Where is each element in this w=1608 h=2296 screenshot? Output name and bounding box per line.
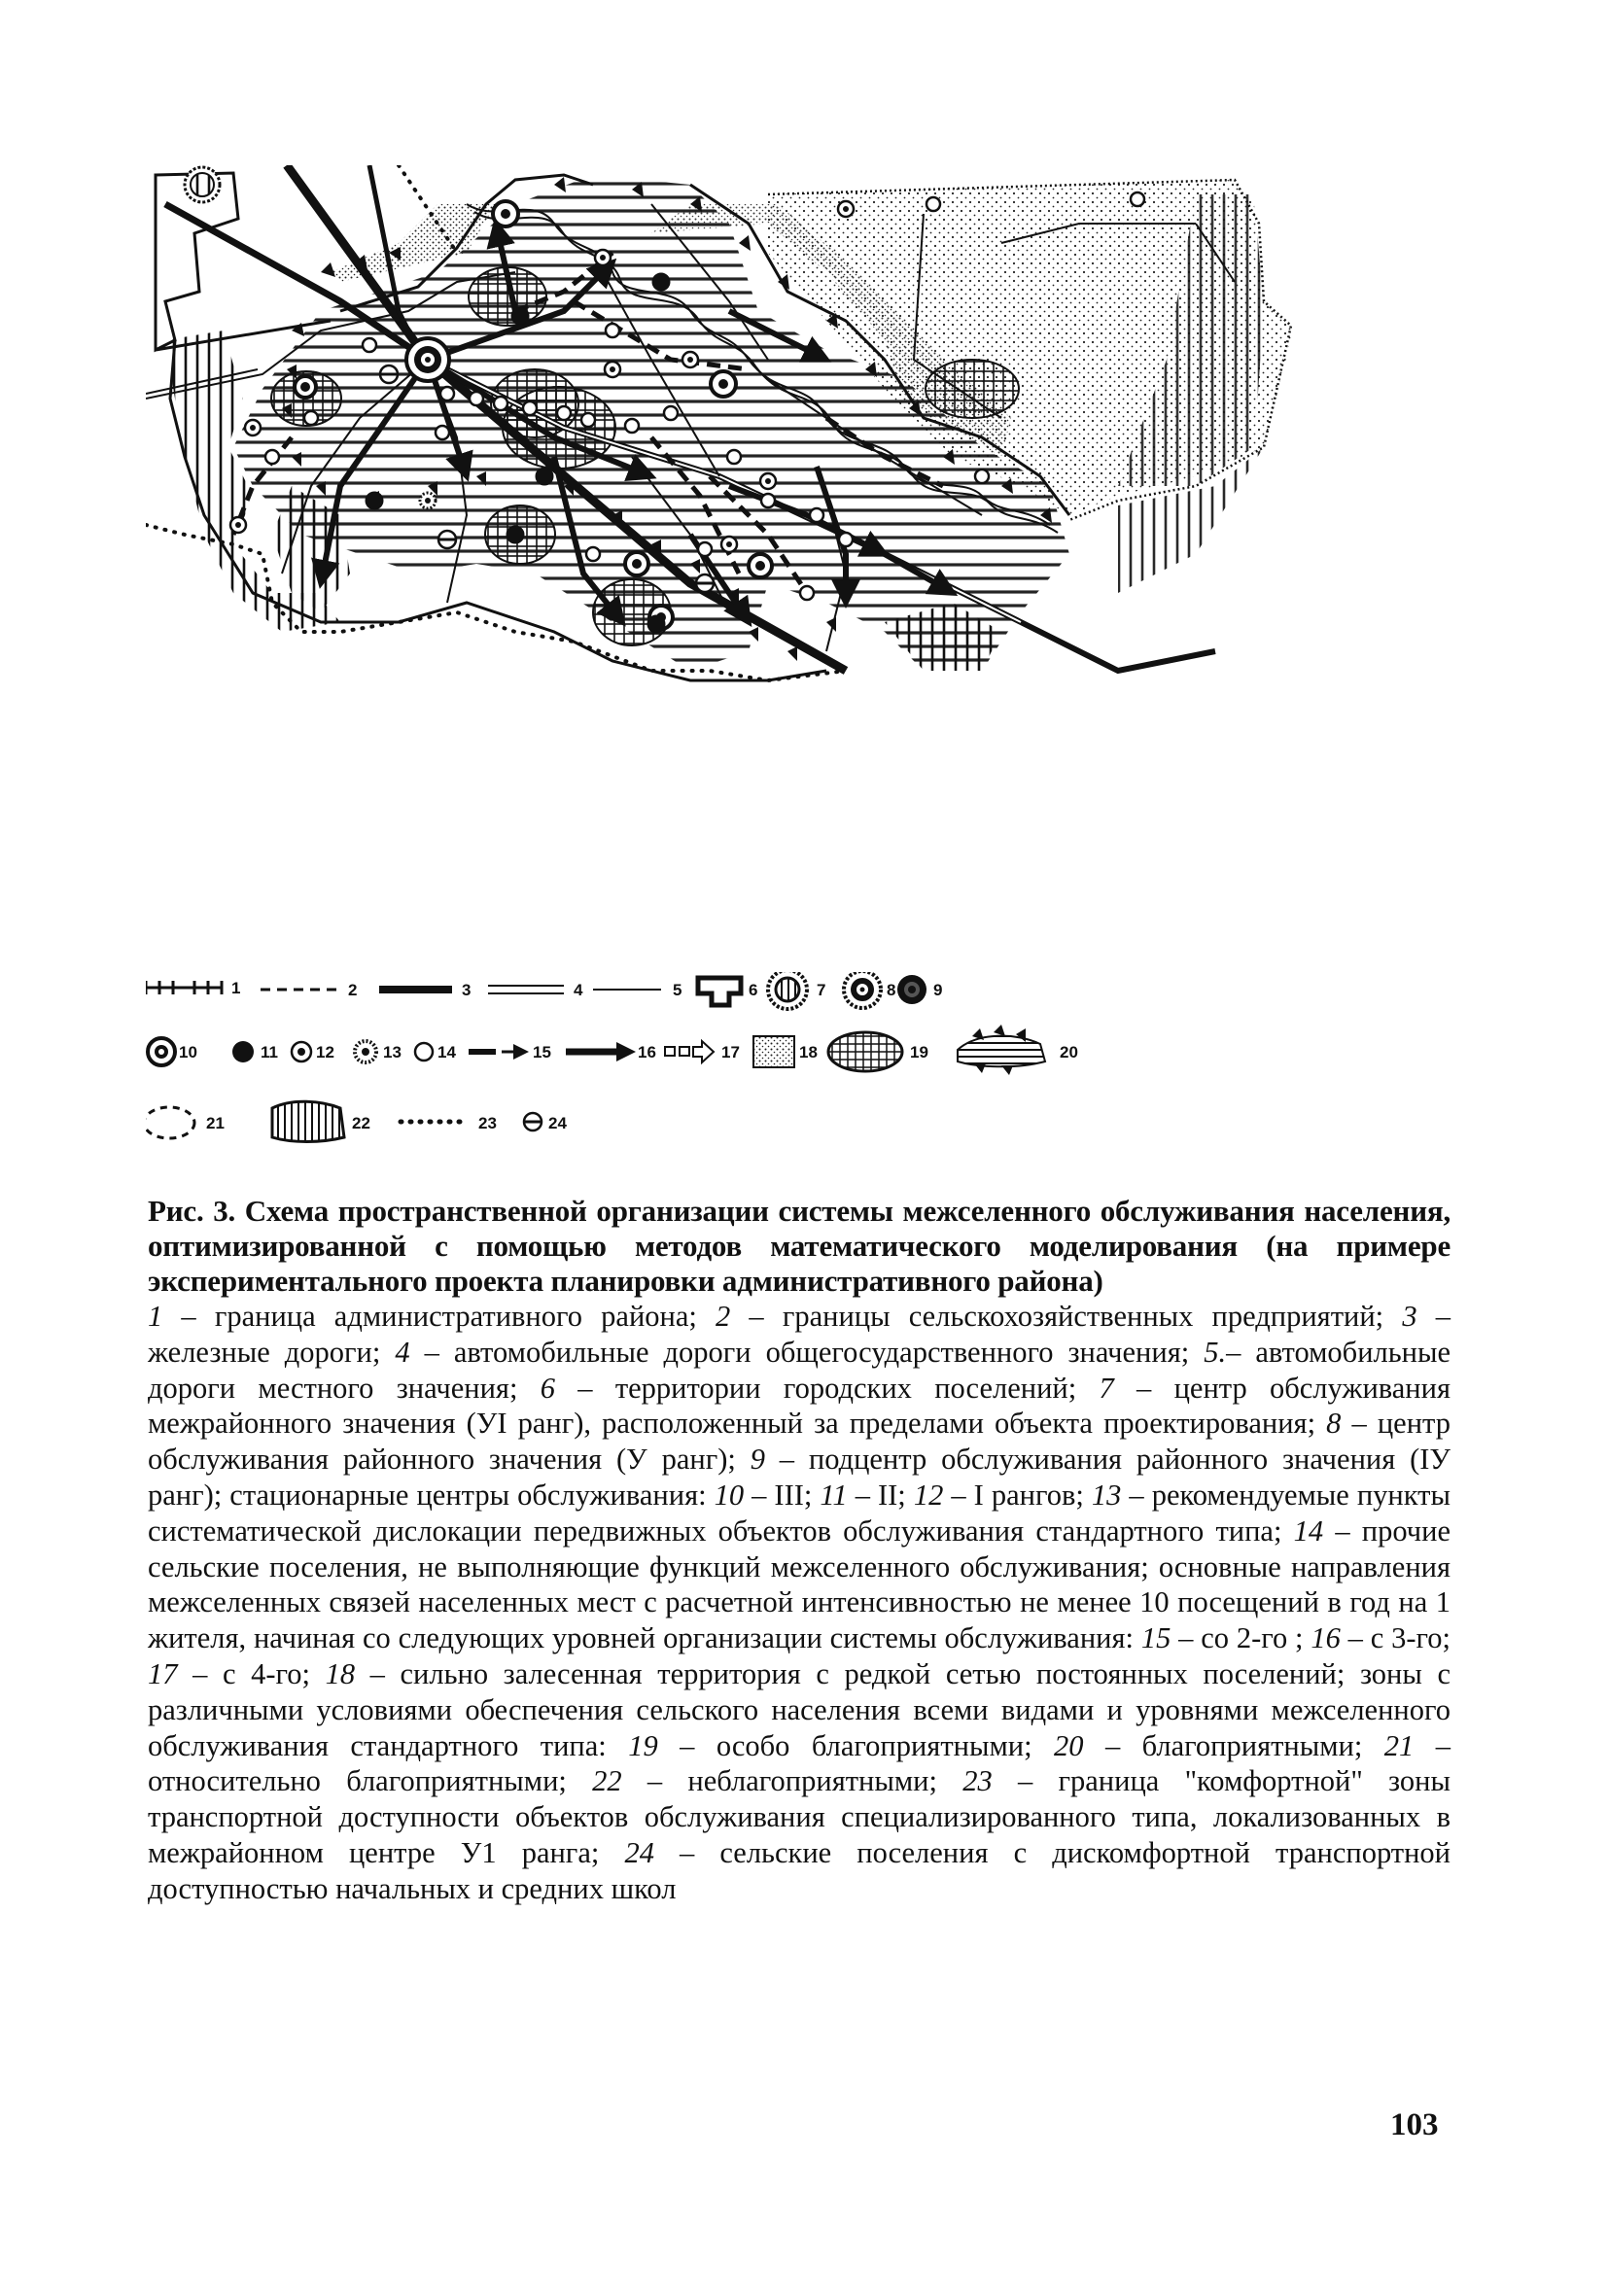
- legend-item-13: [355, 1041, 402, 1062]
- legend-item-19: [828, 1032, 928, 1071]
- legend-item-number: 15: [1140, 1621, 1171, 1655]
- legend-item-15: [469, 1043, 551, 1061]
- svg-text:16: 16: [638, 1043, 656, 1061]
- page-number: 103: [1390, 2107, 1439, 2142]
- legend-item-description: – со 2-го ;: [1171, 1621, 1311, 1655]
- legend-item-number: 23: [962, 1764, 993, 1798]
- legend-item-number: 21: [1383, 1728, 1415, 1762]
- svg-text:10: 10: [179, 1043, 197, 1061]
- svg-text:6: 6: [749, 981, 758, 999]
- legend-item-description: – центр обслуживания районного значения (У ранг);: [148, 1407, 1451, 1477]
- legend-item-7: [768, 972, 825, 1009]
- legend-item-number: 3: [1402, 1300, 1417, 1333]
- svg-text:2: 2: [348, 981, 358, 999]
- svg-text:21: 21: [206, 1114, 225, 1132]
- legend-item-number: 14: [1293, 1513, 1324, 1548]
- svg-text:8: 8: [887, 981, 896, 999]
- svg-text:3: 3: [462, 981, 472, 999]
- legend-item-22: [272, 1101, 370, 1141]
- svg-text:23: 23: [478, 1114, 497, 1132]
- legend-item-14: [415, 1043, 456, 1061]
- legend-item-3: [379, 981, 471, 999]
- legend-item-description: – относительно благоприятными;: [148, 1728, 1451, 1798]
- legend-item-23: [401, 1114, 497, 1132]
- svg-text:7: 7: [817, 981, 826, 999]
- svg-text:5: 5: [673, 981, 682, 999]
- interdistrict-center-marker: [185, 167, 220, 202]
- legend-item-number: 7: [1099, 1371, 1114, 1405]
- svg-text:18: 18: [799, 1043, 818, 1061]
- legend-item-description: – граница "комфортной" зоны транспортной доступности объектов обслуживания специализированного типа, локализованных в межрайонном центре У1 ранга;: [148, 1764, 1451, 1869]
- svg-text:14: 14: [437, 1043, 456, 1061]
- legend-item-number: 16: [1311, 1621, 1341, 1655]
- legend-item-description: – с 4-го;: [177, 1656, 326, 1690]
- legend-item-number: 12: [913, 1478, 944, 1512]
- legend-item-8: [844, 972, 895, 1008]
- legend-item-number: 22: [592, 1764, 622, 1798]
- legend-item-description: – с 3-го;: [1340, 1621, 1451, 1655]
- regional-center-marker: [406, 338, 449, 381]
- legend-item-description: – железные дороги;: [148, 1300, 1451, 1369]
- svg-text:11: 11: [261, 1043, 278, 1061]
- legend-item-20: [958, 1025, 1078, 1075]
- legend-item-description: – особо благоприятными;: [657, 1728, 1055, 1762]
- legend-item-1: [146, 979, 240, 997]
- legend-item-number: 13: [1091, 1478, 1122, 1512]
- legend-item-description: – автомобильные дороги общегосударственного значения;: [409, 1335, 1205, 1369]
- legend-item-description: – сильно залесенная территория с редкой сетью постоянных поселений; зоны с различными условиями обеспечения сельского населения всеми видами и уровнями межселенного обслуживания стандартного типа:: [148, 1656, 1451, 1762]
- svg-text:20: 20: [1060, 1043, 1078, 1061]
- legend-item-description: – сельские поселения с дискомфортной транспортной доступностью начальных и средних школ: [148, 1835, 1451, 1905]
- legend-item-21: [146, 1107, 225, 1138]
- legend-item-number: 17: [148, 1656, 178, 1690]
- legend-item-number: 2: [716, 1300, 731, 1333]
- legend-number: 1: [231, 979, 241, 997]
- svg-text:24: 24: [548, 1114, 567, 1132]
- city-territory-outline: [156, 173, 331, 350]
- caption-title: Рис. 3. Схема пространственной организации системы межселенного обслуживания населения, оптимизированной с помощью методов математического моделирования (на примере экспериментального проекта планировки административного района): [148, 1194, 1451, 1298]
- legend-item-description: – территории городских поселений;: [554, 1371, 1100, 1405]
- legend-item-number: 9: [750, 1443, 765, 1477]
- legend-item-9: [897, 975, 942, 1004]
- legend-item-number: 1: [148, 1300, 163, 1333]
- svg-text:13: 13: [383, 1043, 402, 1061]
- legend-item-2: [261, 981, 357, 999]
- legend-item-description: – рекомендуемые пункты систематической дислокации передвижных объектов обслуживания стандартного типа;: [148, 1478, 1451, 1548]
- svg-text:9: 9: [933, 981, 943, 999]
- legend-item-number: 24: [624, 1835, 654, 1869]
- legend-item-number: 19: [628, 1728, 658, 1762]
- svg-text:22: 22: [352, 1114, 370, 1132]
- legend-item-number: 5.: [1204, 1335, 1227, 1369]
- svg-text:15: 15: [533, 1043, 551, 1061]
- caption-body: [148, 1299, 1451, 1907]
- legend-item-12: [292, 1042, 334, 1061]
- legend-item-description: – благоприятными;: [1083, 1728, 1384, 1762]
- legend-item-number: 8: [1326, 1407, 1342, 1441]
- legend-item-number: 11: [820, 1478, 848, 1512]
- legend-item-number: 18: [325, 1656, 356, 1690]
- legend-item-description: – границы сельскохозяйственных предприятий;: [730, 1300, 1403, 1333]
- legend-item-description: – подцентр обслуживания районного значения (IУ ранг); стационарные центры обслуживания:: [148, 1443, 1451, 1512]
- legend-item-description: – неблагоприятными;: [621, 1764, 963, 1798]
- legend-item-16: [566, 1042, 656, 1061]
- legend-item-number: 20: [1054, 1728, 1084, 1762]
- svg-text:19: 19: [910, 1043, 928, 1061]
- district-map-figure: [146, 165, 1458, 962]
- legend-item-4: [488, 981, 583, 999]
- legend-item-6: [698, 978, 757, 1005]
- legend-item-11: [232, 1041, 278, 1062]
- legend-item-number: 10: [714, 1478, 745, 1512]
- legend-item-17: [665, 1041, 740, 1062]
- legend-item-5: [593, 981, 682, 999]
- legend-item-number: 4: [395, 1335, 410, 1369]
- legend-item-description: – I рангов;: [943, 1478, 1092, 1512]
- legend-item-description: – автомобильные дороги местного значения;: [148, 1335, 1451, 1405]
- legend-item-description: – центр обслуживания межрайонного значения (УI ранг), расположенный за пределами объекта проектирования;: [148, 1371, 1451, 1441]
- figure-caption: [148, 1194, 1451, 1907]
- svg-text:4: 4: [574, 981, 583, 999]
- legend-item-description: – III;: [744, 1478, 821, 1512]
- legend-item-18: [753, 1036, 818, 1067]
- legend-item-description: – прочие сельские поселения, не выполняющие функций межселенного обслуживания; основные направления межселенных связей населенных мест с расчетной интенсивностью не менее 10 посещений в год на 1 жителя, начиная со следующих уровней организации системы обслуживания:: [148, 1513, 1451, 1655]
- legend-item-description: – граница административного района;: [162, 1300, 717, 1333]
- map-legend: [146, 972, 1410, 1166]
- legend-item-number: 6: [540, 1371, 555, 1405]
- svg-text:12: 12: [316, 1043, 334, 1061]
- legend-item-10: [148, 1038, 197, 1065]
- legend-item-24: [524, 1113, 567, 1132]
- legend-item-description: – II;: [847, 1478, 914, 1512]
- svg-text:17: 17: [721, 1043, 740, 1061]
